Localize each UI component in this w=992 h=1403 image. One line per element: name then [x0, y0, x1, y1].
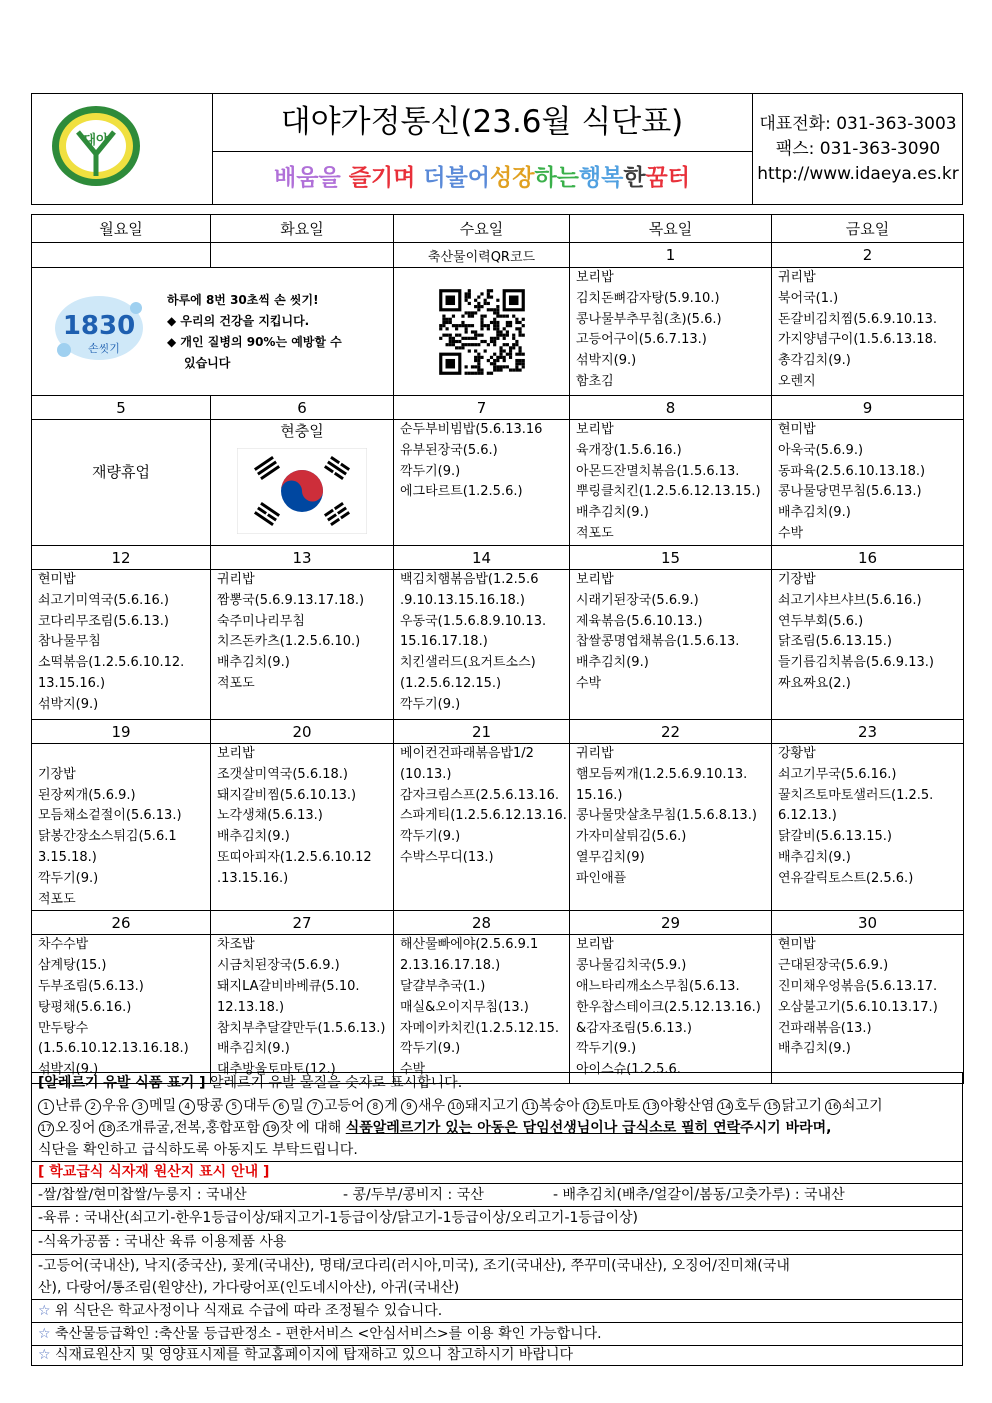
allergy-note-end: 주시기 바라며, — [740, 1120, 832, 1136]
allergy-item: 게 — [384, 1098, 398, 1114]
menu-item: 깍두기(9.) — [400, 1041, 461, 1057]
menu-item: 배추김치(9.) — [217, 1041, 290, 1057]
date-cell: 13 — [211, 546, 394, 570]
menu-item: 감자크림스프(2.5.6.13.16. — [400, 787, 559, 803]
menu-item: 오삼불고기(5.6.10.13.17.) — [778, 999, 938, 1015]
date-cell: 6 — [211, 396, 394, 420]
menu-cell-wed-21 — [394, 744, 570, 911]
menu-item: 쇠고기무국(5.6.16.) — [778, 766, 897, 782]
menu-item: 배추김치(9.) — [217, 655, 290, 671]
allergy-item: 호두 — [734, 1098, 762, 1114]
allergy-item: 메밀 — [149, 1098, 177, 1114]
phone-number: 대표전화: 031-363-3003 — [759, 114, 957, 134]
allergy-number-badge: 15 — [764, 1099, 780, 1115]
menu-row — [32, 268, 964, 396]
menu-item: 총각김치(9.) — [778, 353, 851, 369]
qr-code-cell — [394, 268, 570, 396]
menu-item: 수박 — [778, 525, 804, 541]
menu-item: 기장밥 — [38, 766, 76, 782]
menu-item: 해산물빠에야(2.5.6.9.1 — [400, 937, 539, 953]
menu-item: 진미채우엉볶음(5.6.13.17. — [778, 978, 938, 994]
weekday-tue: 화요일 — [211, 215, 394, 243]
date-cell: 12 — [32, 546, 211, 570]
menu-cell-mon-19 — [32, 744, 211, 911]
allergy-list-1 — [38, 1095, 886, 1117]
date-cell — [32, 243, 211, 268]
menu-item: 우동국(1.5.6.8.9.10.13. — [400, 613, 547, 629]
menu-cell-tue-13 — [211, 570, 394, 720]
menu-item: 현미밥 — [38, 572, 76, 587]
star-icon: ☆ — [38, 1303, 56, 1319]
slogan-part: 하는 — [534, 165, 579, 191]
menu-item: 3.15.18.) — [38, 849, 97, 865]
menu-item: 현미밥 — [778, 422, 816, 437]
allergy-number-badge: 1 — [38, 1099, 54, 1115]
date-cell: 27 — [211, 911, 394, 935]
note-text: 위 식단은 학교사정이나 식재료 수급에 따라 조정될수 있습니다. — [55, 1303, 443, 1319]
note-line — [38, 1345, 573, 1366]
origin-row-2: -육류 : 국내산(쇠고기-한우1등급이상/돼지고기-1등급이상/닭고기-1등급이상/오리고기-1등급이상) — [38, 1210, 638, 1226]
allergy-number-badge: 17 — [38, 1121, 54, 1137]
menu-item: 들기름김치볶음(5.6.9.13.) — [778, 655, 934, 671]
menu-cell-tue-27 — [211, 935, 394, 1084]
menu-item: 수박 — [400, 1062, 426, 1078]
slogan-part: 한 — [623, 165, 646, 191]
allergy-note-mid: 에 대해 — [296, 1120, 346, 1136]
date-cell: 5 — [32, 396, 211, 420]
menu-row — [32, 570, 964, 720]
menu-item: 순두부비빔밥(5.6.13.16 — [400, 422, 543, 437]
menu-item: 된장찌개(5.6.9.) — [38, 787, 136, 803]
menu-cell-fri-30 — [772, 935, 964, 1084]
menu-item: 짜요짜요(2.) — [778, 675, 851, 691]
menu-item: 배추김치(9.) — [778, 1041, 851, 1057]
allergy-item: 잣 — [279, 1120, 294, 1136]
menu-item: 가지양념구이(1.5.6.13.18. — [778, 332, 937, 348]
weekday-thu: 목요일 — [570, 215, 772, 243]
allergy-item: 고등어 — [323, 1098, 365, 1114]
slogan-part: 성장 — [490, 165, 535, 191]
menu-cell-thu-22 — [570, 744, 772, 911]
menu-cell-thu-29 — [570, 935, 772, 1084]
date-cell: 16 — [772, 546, 964, 570]
page-title: 대야가정통신(23.6월 식단표) — [212, 94, 752, 152]
origin-row-5: 산), 다랑어/통조림(원양산), 가다랑어포(인도네시아산), 아귀(국내산) — [38, 1280, 460, 1296]
note-line — [38, 1323, 602, 1345]
menu-item: 깍두기(9.) — [400, 696, 461, 712]
menu-item: 돈갈비김치찜(5.6.9.10.13. — [778, 311, 937, 327]
menu-item: 수박스무디(13.) — [400, 849, 494, 865]
menu-item: 오렌지 — [778, 373, 816, 389]
menu-item: 배추김치(9.) — [778, 505, 851, 521]
origin-row-4: -고등어(국내산), 낙지(중국산), 꽃게(국내산), 명태/코다리(러시아,미국), 조기(국내산), 쭈꾸미(국내산), 오징어/진미채(국내 — [38, 1258, 790, 1274]
menu-item: 쇠고기샤브샤브(5.6.16.) — [778, 592, 922, 608]
menu-item: 매실&오이지무침(13.) — [400, 999, 529, 1015]
menu-cell-thu-1 — [570, 268, 772, 396]
weekday-wed: 수요일 — [394, 215, 570, 243]
menu-item: 15.16.17.18.) — [400, 634, 488, 650]
allergy-number-badge: 4 — [179, 1099, 195, 1115]
note-line — [38, 1300, 442, 1322]
menu-item: 콩나물부추무침(초)(5.6.) — [576, 311, 722, 327]
menu-row — [32, 935, 964, 1084]
menu-item: 연유갈릭토스트(2.5.6.) — [778, 870, 914, 886]
allergy-item: 난류 — [55, 1098, 83, 1114]
allergy-desc: 알레르기 유발 물질을 숫자로 표시합니다. — [205, 1075, 463, 1091]
menu-item: 에그타르트(1.2.5.6.) — [400, 484, 523, 500]
allergy-number-badge: 2 — [85, 1099, 101, 1115]
holiday-label: 현충일 — [280, 422, 324, 440]
menu-item: 자메이카치킨(1.2.5.12.15. — [400, 1020, 559, 1036]
allergy-item: 밀 — [290, 1098, 304, 1114]
menu-item: 짬뽕국(5.6.9.13.17.18.) — [217, 592, 365, 608]
menu-item: 적포도 — [576, 525, 614, 541]
date-row — [32, 243, 964, 268]
menu-item: 깍두기(9.) — [576, 1041, 637, 1057]
menu-item: 배추김치(9.) — [217, 829, 290, 845]
menu-item: 깍두기(9.) — [400, 463, 461, 479]
menu-item: 뿌링클치킨(1.2.5.6.12.13.15.) — [576, 484, 761, 500]
origin-kimchi: - 배추김치(배추/얼갈이/봄동/고춧가루) : 국내산 — [553, 1187, 845, 1203]
allergy-item: 복숭아 — [539, 1098, 580, 1114]
logo-text: 대야 — [83, 133, 109, 148]
allergy-item: 아황산염 — [660, 1098, 715, 1114]
menu-item: 13.15.16.) — [38, 675, 106, 691]
menu-item: 대추방울토마토(12.) — [217, 1062, 336, 1078]
menu-item: 모듬채소겉절이(5.6.13.) — [38, 808, 182, 824]
menu-item: 섞박지(9.) — [38, 1062, 99, 1078]
menu-item: 2.13.16.17.18.) — [400, 958, 501, 974]
menu-item: 12.13.18.) — [217, 999, 285, 1015]
menu-item: 또띠아피자(1.2.5.6.10.12 — [217, 849, 372, 865]
allergy-guidance: 식단을 확인하고 급식하도록 아동지도 부탁드립니다. — [38, 1142, 358, 1158]
menu-item: 콩나물맛살초무침(1.5.6.8.13.) — [576, 808, 757, 824]
date-cell: 19 — [32, 720, 211, 744]
menu-row — [32, 744, 964, 911]
menu-item: 근대된장국(5.6.9.) — [778, 958, 889, 974]
allergy-list-2 — [38, 1117, 831, 1139]
date-cell: 14 — [394, 546, 570, 570]
menu-item: 귀리밥 — [576, 746, 614, 761]
weekday-fri: 금요일 — [772, 215, 964, 243]
logo-cell — [32, 94, 213, 204]
fax-number: 팩스: 031-363-3090 — [775, 139, 941, 159]
handwash-badge-number: 1830 — [62, 311, 136, 341]
menu-item: 꿀치즈토마토샐러드(1.2.5. — [778, 787, 934, 803]
menu-cell-mon-12 — [32, 570, 211, 720]
menu-item: 배추김치(9.) — [576, 505, 649, 521]
menu-item: 보리밥 — [576, 572, 614, 587]
allergy-number-badge: 16 — [825, 1099, 841, 1115]
menu-cell-wed-28 — [394, 935, 570, 1084]
allergy-number-badge: 6 — [273, 1099, 289, 1115]
menu-cell-tue-6 — [211, 420, 394, 546]
menu-item: 연두부회(5.6.) — [778, 613, 864, 629]
menu-item: 열무김치(9) — [576, 849, 645, 865]
allergy-contact-note: 식품알레르기가 있는 아동은 담임선생님이나 급식소로 필히 연락 — [345, 1120, 741, 1136]
menu-item: 현미밥 — [778, 937, 816, 953]
qr-label: 축산물이력QR코드 — [394, 243, 570, 268]
menu-item: 두부조림(5.6.13.) — [38, 978, 144, 994]
menu-cell-tue-20 — [211, 744, 394, 911]
allergy-item: 땅콩 — [196, 1098, 224, 1114]
menu-item: (1.2.5.6.12.15.) — [400, 675, 502, 691]
menu-item: 건파래볶음(13.) — [778, 1020, 872, 1036]
menu-item: 탕평채(5.6.16.) — [38, 999, 132, 1015]
korean-flag-icon — [237, 448, 367, 534]
header-box — [31, 93, 963, 205]
allergy-number-badge: 18 — [99, 1121, 115, 1137]
date-cell: 15 — [570, 546, 772, 570]
date-cell: 9 — [772, 396, 964, 420]
menu-item: 닭봉간장소스튀김(5.6.1 — [38, 829, 177, 845]
menu-row — [32, 420, 964, 546]
menu-item: 참치부추달걀만두(1.5.6.13.) — [217, 1020, 386, 1036]
menu-item: 깍두기(9.) — [400, 829, 461, 845]
menu-item: 아욱국(5.6.9.) — [778, 442, 864, 458]
info-box — [31, 1072, 963, 1366]
handwash-bullet: 있습니다 — [184, 356, 231, 370]
allergy-number-badge: 11 — [522, 1099, 538, 1115]
menu-cell-fri-2 — [772, 268, 964, 396]
menu-item: 스파게티(1.2.5.6.12.13.16. — [400, 808, 567, 824]
allergy-item: 우유 — [102, 1098, 130, 1114]
origin-row-3: -식육가공품 : 국내산 육류 이용제품 사용 — [38, 1234, 287, 1250]
menu-item: 돼지LA갈비바베큐(5.10. — [217, 978, 360, 994]
date-cell: 30 — [772, 911, 964, 935]
menu-item: 깍두기(9.) — [38, 870, 99, 886]
menu-item: 콩나물김치국(5.9.) — [576, 958, 687, 974]
menu-item: 돼지갈비찜(5.6.10.13.) — [217, 787, 357, 803]
menu-item: 햄모듬찌개(1.2.5.6.9.10.13. — [576, 766, 748, 782]
origin-row-1 — [38, 1184, 958, 1206]
menu-item: 코다리무조림(5.6.13.) — [38, 613, 169, 629]
menu-item: 배추김치(9.) — [576, 655, 649, 671]
menu-cell-mon-26 — [32, 935, 211, 1084]
allergy-item: 오징어 — [55, 1120, 96, 1136]
date-row — [32, 720, 964, 744]
menu-cell-wed-7 — [394, 420, 570, 546]
allergy-item: 대두 — [243, 1098, 271, 1114]
menu-item: 조갯살미역국(5.6.18.) — [217, 766, 348, 782]
weekday-mon: 월요일 — [32, 215, 211, 243]
school-logo-icon — [32, 94, 212, 204]
menu-item: 만두탕수 — [38, 1020, 89, 1036]
date-cell: 26 — [32, 911, 211, 935]
menu-item: 귀리밥 — [217, 572, 255, 587]
date-cell: 1 — [570, 243, 772, 268]
allergy-number-badge: 19 — [263, 1121, 279, 1137]
menu-item: 배추김치(9.) — [778, 849, 851, 865]
menu-item: 참나물무침 — [38, 634, 101, 650]
menu-item: 기장밥 — [778, 572, 816, 587]
menu-item: 보리밥 — [576, 270, 614, 285]
menu-item: 섞박지(9.) — [576, 353, 637, 369]
menu-item: (1.5.6.10.12.13.16.18.) — [38, 1041, 189, 1057]
menu-item: 보리밥 — [576, 937, 614, 953]
menu-item: 가자미살튀김(5.6.) — [576, 829, 687, 845]
allergy-item: 돼지고기 — [465, 1098, 520, 1114]
menu-item: 김치돈뼈감자탕(5.9.10.) — [576, 290, 720, 306]
menu-item: 시래기된장국(5.6.9.) — [576, 592, 699, 608]
weekday-header-row — [32, 215, 964, 243]
holiday-label: 재량휴업 — [92, 463, 150, 482]
menu-item: 닭갈비(5.6.13.15.) — [778, 829, 892, 845]
menu-item: 파인애플 — [576, 870, 627, 886]
menu-cell-wed-14 — [394, 570, 570, 720]
date-cell: 21 — [394, 720, 570, 744]
menu-item: 함초김 — [576, 373, 614, 389]
allergy-item: 토마토 — [599, 1098, 641, 1114]
menu-item: 찹쌀콩명엽채볶음(1.5.6.13. — [576, 634, 740, 650]
date-row — [32, 546, 964, 570]
handwash-badge-icon — [44, 290, 154, 370]
slogan-part: 행복 — [578, 165, 624, 191]
origin-bean: - 콩/두부/콩비지 : 국산 — [343, 1187, 484, 1203]
handwash-badge-label: 손씻기 — [88, 342, 120, 355]
qr-code-icon[interactable] — [436, 286, 528, 378]
slogan-part: 더불어 — [423, 165, 491, 191]
menu-item: 애느타리깨소스무침(5.6.13. — [576, 978, 740, 994]
menu-item: 보리밥 — [217, 746, 255, 761]
note-text: 식재료원산지 및 영양표시제를 학교홈페이지에 탑재하고 있으니 참고하시기 바랍니다 — [55, 1347, 574, 1363]
allergy-item: 조개류굴,전복,홍합포함 — [115, 1120, 260, 1136]
origin-rice: -쌀/찹쌀/현미찹쌀/누룽지 : 국내산 — [38, 1187, 247, 1203]
allergy-number-badge: 10 — [448, 1099, 464, 1115]
title-cell — [212, 94, 753, 204]
menu-item: 한우찹스테이크(2.5.12.13.16.) — [576, 999, 761, 1015]
menu-item: 치즈돈카츠(1.2.5.6.10.) — [217, 634, 361, 650]
allergy-heading-line — [38, 1073, 462, 1093]
date-cell — [211, 243, 394, 268]
menu-item: .13.15.16.) — [217, 870, 289, 886]
menu-item: 강황밥 — [778, 746, 816, 761]
allergy-heading: [알레르기 유발 식품 표기 ] — [38, 1075, 206, 1091]
menu-item: 동파육(2.5.6.10.13.18.) — [778, 463, 926, 479]
menu-cell-fri-9 — [772, 420, 964, 546]
menu-cell-fri-16 — [772, 570, 964, 720]
date-cell: 2 — [772, 243, 964, 268]
menu-item: 삼계탕(15.) — [38, 958, 107, 974]
date-cell: 23 — [772, 720, 964, 744]
date-cell: 20 — [211, 720, 394, 744]
note-text: 축산물등급확인 :축산물 등급판정소 - 편한서비스 <안심서비스>를 이용 확인 가능합니다. — [55, 1326, 602, 1342]
menu-item: 치킨샐러드(요거트소스) — [400, 655, 536, 671]
handwash-bullet: 우리의 건강을 지킵니다. — [180, 314, 310, 328]
menu-cell-mon-5 — [32, 420, 211, 546]
allergy-item: 새우 — [417, 1098, 446, 1114]
menu-item: 아몬드잔멸치볶음(1.5.6.13. — [576, 463, 740, 479]
menu-item: &감자조림(5.6.13.) — [576, 1020, 692, 1036]
date-cell: 7 — [394, 396, 570, 420]
menu-item: 차조밥 — [217, 937, 255, 953]
date-cell: 22 — [570, 720, 772, 744]
menu-item: 북어국(1.) — [778, 290, 839, 306]
menu-item: 숙주미나리무침 — [217, 613, 305, 629]
menu-table — [31, 214, 964, 1084]
allergy-number-badge: 8 — [367, 1099, 383, 1115]
menu-item: 수박 — [576, 675, 602, 691]
handwash-title: 하루에 8번 30초씩 손 씻기! — [167, 293, 319, 307]
diamond-bullet-icon: ◆ — [167, 335, 181, 349]
date-row — [32, 396, 964, 420]
allergy-number-badge: 9 — [401, 1099, 417, 1115]
menu-item: 백김치햄볶음밥(1.2.5.6 — [400, 572, 539, 587]
diamond-bullet-icon: ◆ — [167, 314, 181, 328]
menu-item: 노각생채(5.6.13.) — [217, 808, 323, 824]
school-url[interactable]: http://www.idaeya.es.kr — [757, 164, 959, 184]
star-icon: ☆ — [38, 1347, 56, 1363]
menu-item: 차수수밥 — [38, 937, 89, 953]
menu-cell-thu-15 — [570, 570, 772, 720]
slogan-part: 즐기며 — [348, 165, 424, 191]
slogan-part: 꿈터 — [645, 165, 690, 191]
allergy-number-badge: 13 — [643, 1099, 659, 1115]
menu-item: 베이컨건파래볶음밥1/2 — [400, 746, 534, 761]
menu-item: 달걀부추국(1.) — [400, 978, 486, 994]
menu-item: 섞박지(9.) — [38, 696, 99, 712]
allergy-number-badge: 12 — [583, 1099, 599, 1115]
star-icon: ☆ — [38, 1326, 56, 1342]
menu-item: 유부된장국(5.6.) — [400, 442, 498, 458]
menu-item: (10.13.) — [400, 766, 452, 782]
menu-item: 콩나물당면무침(5.6.13.) — [778, 484, 922, 500]
menu-item: 아이스슈(1.2.5.6. — [576, 1062, 681, 1078]
handwash-bullet: 개인 질병의 90%는 예방할 수 — [180, 335, 342, 349]
menu-item: 적포도 — [38, 891, 76, 907]
allergy-number-badge: 7 — [307, 1099, 323, 1115]
menu-cell-thu-8 — [570, 420, 772, 546]
menu-item: 보리밥 — [576, 422, 614, 437]
school-slogan — [212, 152, 752, 204]
menu-item: 육개장(1.5.6.16.) — [576, 442, 682, 458]
date-row — [32, 911, 964, 935]
menu-item: 제육볶음(5.6.10.13.) — [576, 613, 703, 629]
date-cell: 29 — [570, 911, 772, 935]
menu-item: 귀리밥 — [778, 270, 816, 285]
menu-item: 15.16.) — [576, 787, 623, 803]
menu-item: .9.10.13.15.16.18.) — [400, 592, 525, 608]
date-cell: 28 — [394, 911, 570, 935]
menu-item: 닭조림(5.6.13.15.) — [778, 634, 892, 650]
allergy-number-badge: 3 — [132, 1099, 148, 1115]
menu-item: 고등어구이(5.6.7.13.) — [576, 332, 707, 348]
menu-item: 소떡볶음(1.2.5.6.10.12. — [38, 655, 185, 671]
menu-cell-fri-23 — [772, 744, 964, 911]
allergy-item: 쇠고기 — [842, 1098, 883, 1114]
allergy-item: 닭고기 — [781, 1098, 823, 1114]
menu-item: 6.12.13.) — [778, 808, 837, 824]
handwash-cell — [32, 268, 394, 396]
contact-info — [753, 94, 963, 204]
slogan-part: 배움을 — [274, 165, 349, 191]
menu-item: 적포도 — [217, 675, 255, 691]
allergy-number-badge: 14 — [717, 1099, 733, 1115]
origin-heading: [ 학교급식 식자재 원산지 표시 안내 ] — [38, 1164, 270, 1180]
allergy-number-badge: 5 — [226, 1099, 242, 1115]
menu-item: 시금치된장국(5.6.9.) — [217, 958, 340, 974]
menu-item: 쇠고기미역국(5.6.16.) — [38, 592, 169, 608]
date-cell: 8 — [570, 396, 772, 420]
menu-item — [38, 744, 210, 765]
